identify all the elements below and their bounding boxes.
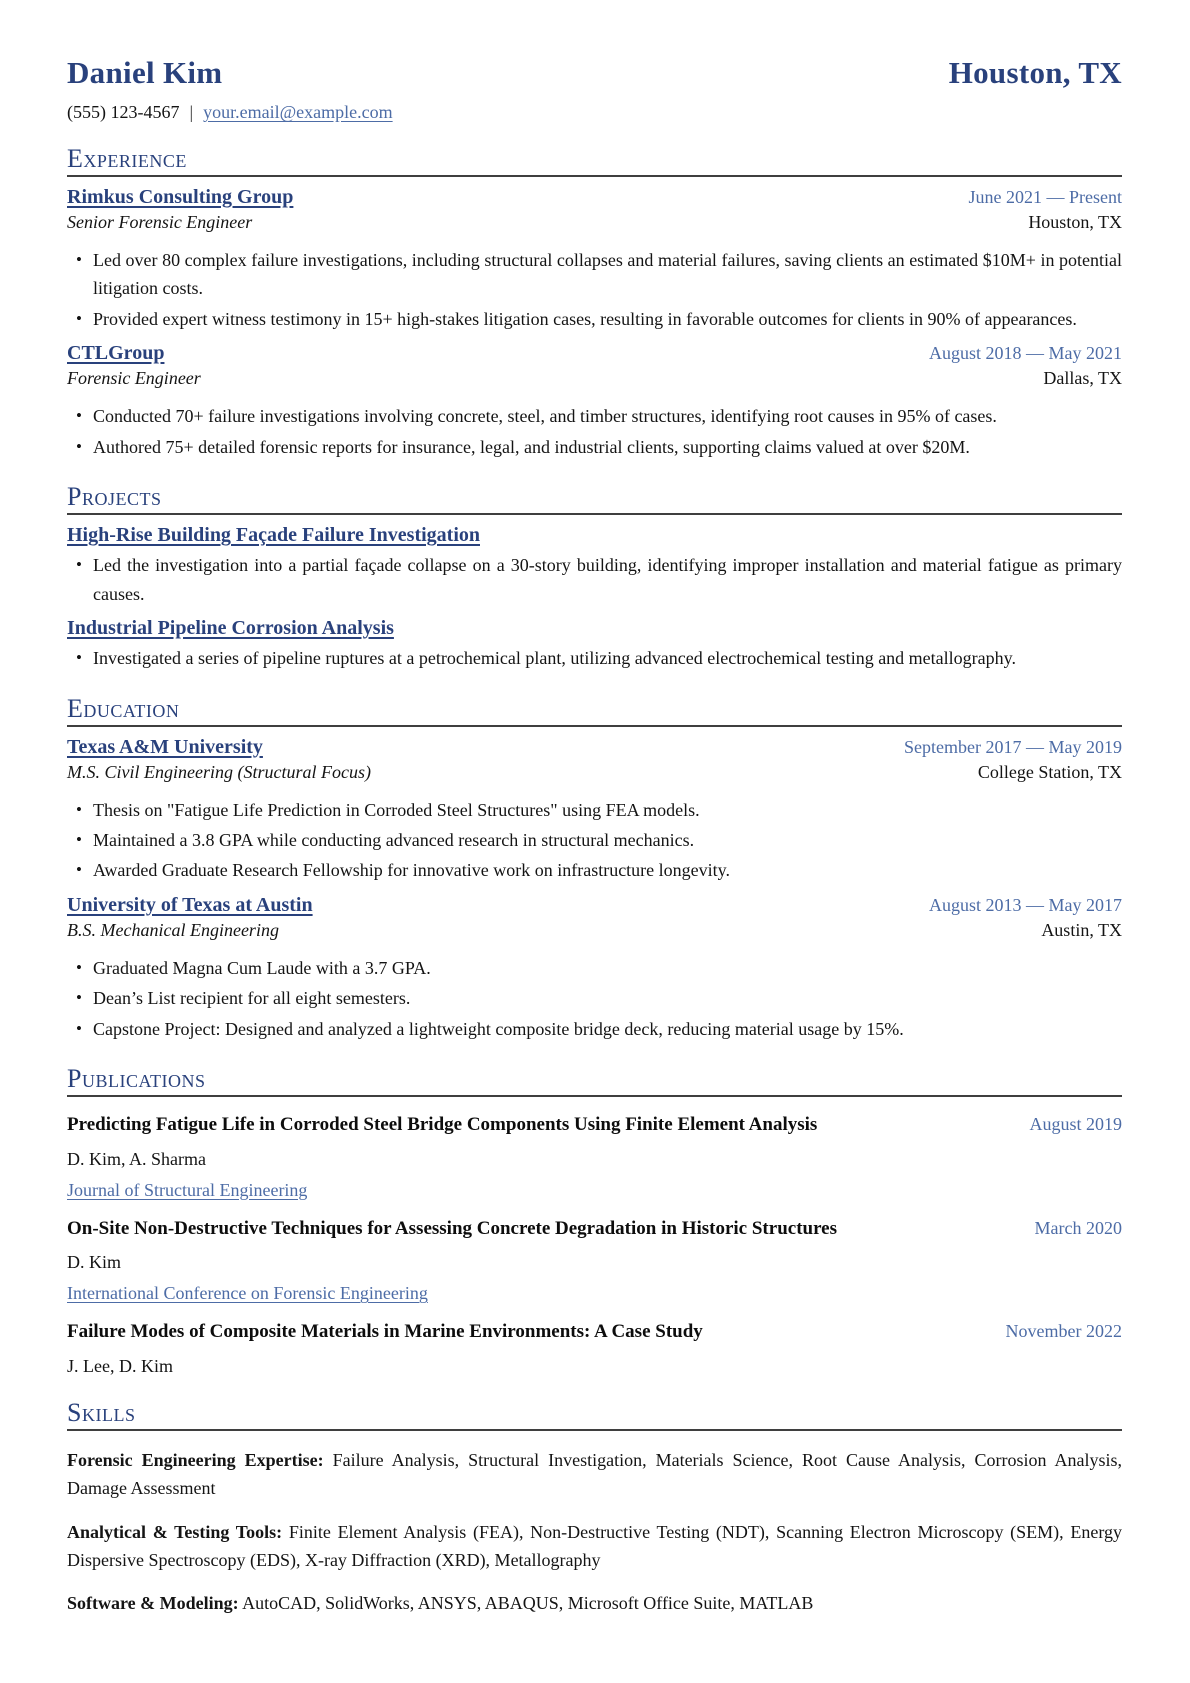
publication-entry xyxy=(67,1318,1122,1377)
skill-category: Analytical & Testing Tools: xyxy=(67,1521,283,1542)
entry-dates: June 2021 — Present xyxy=(968,187,1122,207)
section-experience xyxy=(67,144,1122,461)
phone-number: (555) 123-4567 xyxy=(67,102,180,122)
bullet-item: • Investigated a series of pipeline ruptures at a petrochemical plant, utilizing advanced electrochemical testing and metallography. xyxy=(93,644,1122,672)
skill-values: Finite Element Analysis (FEA), Non-Destructive Testing (NDT), Scanning Electron Microscopy (SEM), Energy Dispersive Spectroscopy (EDS), X-ray Diffraction (XRD), Metallography xyxy=(67,1521,1122,1570)
section-education xyxy=(67,694,1122,1044)
experience-entry xyxy=(67,186,1122,333)
bullet-list xyxy=(67,796,1122,885)
bullet-item: • Led over 80 complex failure investigations, including structural collapses and material failures, saving clients an estimated $10M+ in potential litigation costs. xyxy=(93,246,1122,303)
bullet-item: • Maintained a 3.8 GPA while conducting advanced research in structural mechanics. xyxy=(93,826,1122,854)
job-location: Houston, TX xyxy=(1028,212,1122,232)
bullet-item: • Capstone Project: Designed and analyzed a lightweight composite bridge deck, reducing material usage by 15%. xyxy=(93,1015,1122,1043)
resume-header xyxy=(67,55,1122,123)
project-entry xyxy=(67,617,1122,672)
publication-date: March 2020 xyxy=(1034,1217,1122,1238)
bullet-item: • Led the investigation into a partial façade collapse on a 30-story building, identifying improper installation and material fatigue as primary causes. xyxy=(93,551,1122,608)
bullet-item: • Thesis on "Fatigue Life Prediction in Corroded Steel Structures" using FEA models. xyxy=(93,796,1122,824)
publication-date: November 2022 xyxy=(1005,1321,1122,1342)
section-title-projects: Projects xyxy=(67,482,1122,515)
project-link-pipeline[interactable]: Industrial Pipeline Corrosion Analysis xyxy=(67,617,394,640)
publication-entry xyxy=(67,1215,1122,1305)
education-entry xyxy=(67,894,1122,1043)
bullet-item: • Dean’s List recipient for all eight semesters. xyxy=(93,984,1122,1012)
email-link[interactable]: your.email@example.com xyxy=(203,102,393,122)
skill-category: Forensic Engineering Expertise: xyxy=(67,1449,324,1470)
skill-category: Software & Modeling: xyxy=(67,1593,239,1614)
bullet-item: • Conducted 70+ failure investigations involving concrete, steel, and timber structures, identifying root causes in 95% of cases. xyxy=(93,402,1122,430)
skill-line xyxy=(67,1446,1122,1503)
section-projects xyxy=(67,482,1122,672)
job-title: Forensic Engineer xyxy=(67,368,201,389)
person-name: Daniel Kim xyxy=(67,55,223,90)
bullet-list xyxy=(67,402,1122,461)
school-location: Austin, TX xyxy=(1041,919,1122,940)
section-title-experience: Experience xyxy=(67,144,1122,177)
degree: B.S. Mechanical Engineering xyxy=(67,919,279,940)
bullet-list xyxy=(67,551,1122,608)
person-location: Houston, TX xyxy=(948,55,1122,90)
section-title-publications: Publications xyxy=(67,1064,1122,1097)
skill-line xyxy=(67,1518,1122,1575)
skill-values: Failure Analysis, Structural Investigation, Materials Science, Root Cause Analysis, Corrosion Analysis, Damage Assessment xyxy=(67,1449,1122,1499)
education-entry xyxy=(67,736,1122,885)
bullet-item: • Authored 75+ detailed forensic reports for insurance, legal, and industrial clients, supporting claims valued at over $20M. xyxy=(93,433,1122,461)
company-link-rimkus[interactable]: Rimkus Consulting Group xyxy=(67,186,294,208)
publication-authors: D. Kim, A. Sharma xyxy=(67,1148,206,1169)
section-title-education: Education xyxy=(67,694,1122,727)
publication-authors: D. Kim xyxy=(67,1252,121,1273)
publication-title: Predicting Fatigue Life in Corroded Steel Bridge Components Using Finite Element Analysis xyxy=(67,1114,818,1136)
skill-values: AutoCAD, SolidWorks, ANSYS, ABAQUS, Microsoft Office Suite, MATLAB xyxy=(242,1593,814,1614)
contact-line xyxy=(67,102,1122,123)
bullet-item: • Provided expert witness testimony in 15+ high-stakes litigation cases, resulting in favorable outcomes for clients in 90% of appearances. xyxy=(93,305,1122,333)
company-link-ctlgroup[interactable]: CTLGroup xyxy=(67,342,165,365)
bullet-list xyxy=(67,246,1122,333)
bullet-list xyxy=(67,644,1122,672)
degree: M.S. Civil Engineering (Structural Focus) xyxy=(67,761,371,782)
section-title-skills: Skills xyxy=(67,1398,1122,1431)
bullet-item: • Awarded Graduate Research Fellowship for innovative work on infrastructure longevity. xyxy=(93,856,1122,884)
experience-entry xyxy=(67,342,1122,461)
school-location: College Station, TX xyxy=(977,761,1122,782)
job-location: Dallas, TX xyxy=(1043,368,1122,389)
school-link-tamu[interactable]: Texas A&M University xyxy=(67,735,263,758)
publication-date: August 2019 xyxy=(1029,1114,1122,1135)
school-link-utaustin[interactable]: University of Texas at Austin xyxy=(67,893,313,916)
publication-venue-link[interactable]: International Conference on Forensic Engineering xyxy=(67,1283,428,1304)
name-row xyxy=(67,55,1122,91)
contact-separator: | xyxy=(189,102,194,122)
bullet-list xyxy=(67,954,1122,1043)
bullet-item: • Graduated Magna Cum Laude with a 3.7 GPA. xyxy=(93,954,1122,982)
entry-dates: August 2013 — May 2017 xyxy=(929,894,1122,915)
publication-entry xyxy=(67,1111,1122,1201)
project-link-facade[interactable]: High-Rise Building Façade Failure Investigation xyxy=(67,524,480,547)
entry-dates: September 2017 — May 2019 xyxy=(904,736,1122,757)
project-entry xyxy=(67,524,1122,608)
publication-venue-link[interactable]: Journal of Structural Engineering xyxy=(67,1179,308,1200)
publication-title: On-Site Non-Destructive Techniques for Assessing Concrete Degradation in Historic Structures xyxy=(67,1217,838,1239)
section-skills xyxy=(67,1398,1122,1618)
publication-title: Failure Modes of Composite Materials in Marine Environments: A Case Study xyxy=(67,1321,703,1343)
job-title: Senior Forensic Engineer xyxy=(67,212,253,232)
entry-dates: August 2018 — May 2021 xyxy=(929,343,1122,364)
skill-line xyxy=(67,1589,1122,1617)
publication-authors: J. Lee, D. Kim xyxy=(67,1355,173,1376)
section-publications xyxy=(67,1064,1122,1377)
